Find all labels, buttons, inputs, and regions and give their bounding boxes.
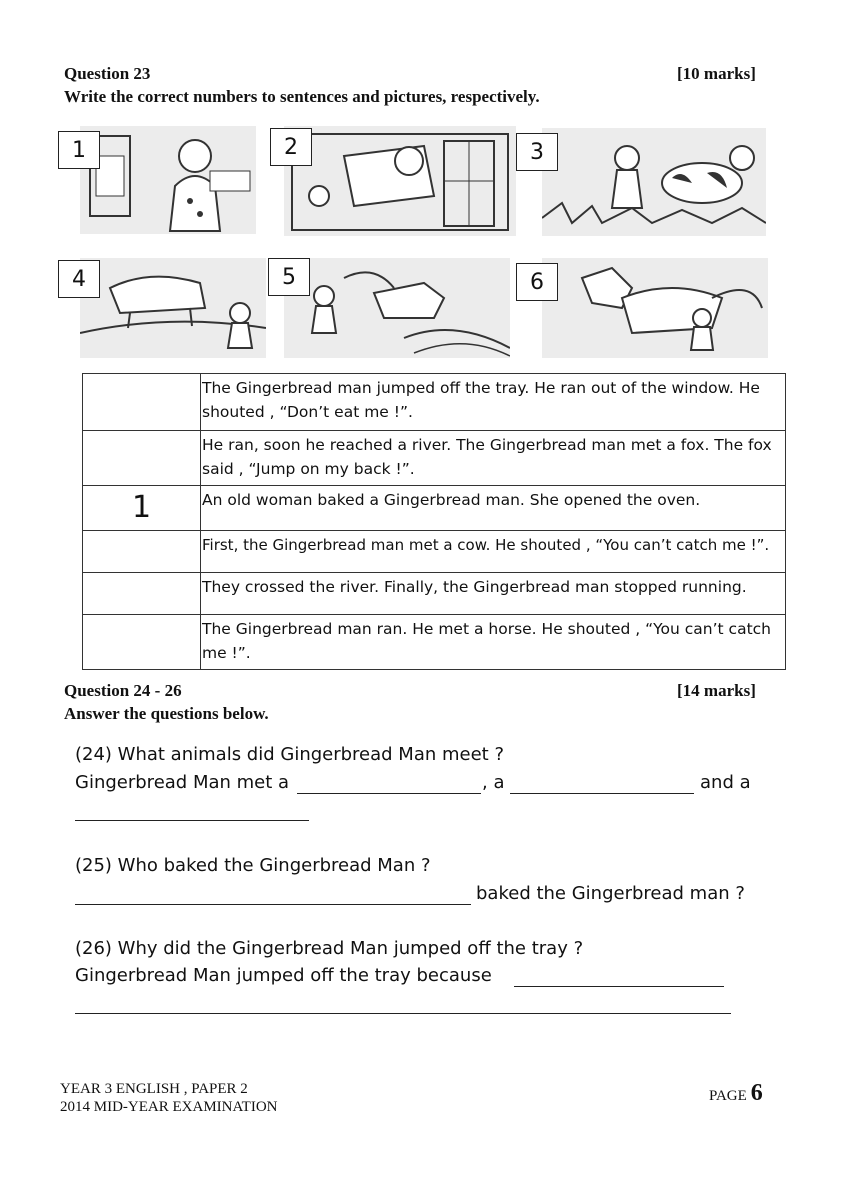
picture-5-number: 5 bbox=[268, 258, 310, 296]
page-label: PAGE bbox=[709, 1088, 747, 1104]
q25-blank[interactable] bbox=[75, 904, 471, 905]
q24-26-title: Question 24 - 26 bbox=[64, 681, 182, 700]
picture-5 bbox=[284, 258, 510, 358]
q24-blank-3[interactable] bbox=[75, 820, 309, 821]
q23-marks: [10 marks] bbox=[677, 64, 756, 83]
q24-separator-1: , a bbox=[482, 772, 505, 793]
q26-question: (26) Why did the Gingerbread Man jumped off the tray ? bbox=[75, 938, 584, 959]
horse-illustration bbox=[80, 258, 266, 358]
sentence-cell: They crossed the river. Finally, the Gingerbread man stopped running. bbox=[201, 573, 786, 615]
cow-illustration bbox=[542, 128, 766, 236]
q24-answer-prefix: Gingerbread Man met a bbox=[75, 772, 290, 793]
sentence-cell: The Gingerbread man ran. He met a horse. He shouted , “You can’t catch me !”. bbox=[201, 615, 786, 670]
sentence-cell: The Gingerbread man jumped off the tray. He ran out of the window. He shouted , “Don’t eat me !”. bbox=[201, 374, 786, 431]
footer-line-1: YEAR 3 ENGLISH , PAPER 2 bbox=[60, 1081, 248, 1097]
picture-1 bbox=[80, 126, 256, 234]
footer-line-2: 2014 MID-YEAR EXAMINATION bbox=[60, 1099, 278, 1115]
answer-cell[interactable] bbox=[83, 531, 201, 573]
sentence-cell: He ran, soon he reached a river. The Gingerbread man met a fox. The fox said , “Jump on my back !”. bbox=[201, 431, 786, 486]
q24-26-instruction: Answer the questions below. bbox=[64, 704, 269, 723]
fox-gingerbread-illustration bbox=[542, 258, 768, 358]
q26-answer-prefix: Gingerbread Man jumped off the tray because bbox=[75, 965, 492, 986]
table-row bbox=[83, 573, 786, 615]
answer-cell[interactable] bbox=[83, 431, 201, 486]
q25-answer-suffix: baked the Gingerbread man ? bbox=[476, 883, 745, 904]
q24-26-marks: [14 marks] bbox=[677, 681, 756, 700]
q23-title: Question 23 bbox=[64, 64, 151, 83]
picture-4 bbox=[80, 258, 266, 358]
picture-6 bbox=[542, 258, 768, 358]
window-escape-illustration bbox=[284, 126, 516, 236]
picture-1-number: 1 bbox=[58, 131, 100, 169]
answer-cell[interactable] bbox=[83, 374, 201, 431]
q23-instruction: Write the correct numbers to sentences and pictures, respectively. bbox=[64, 87, 540, 106]
sequence-table bbox=[82, 373, 786, 670]
table-row bbox=[83, 431, 786, 486]
sentence-cell: An old woman baked a Gingerbread man. She opened the oven. bbox=[201, 486, 786, 531]
q24-blank-2[interactable] bbox=[510, 793, 694, 794]
picture-3-number: 3 bbox=[516, 133, 558, 171]
sentence-cell: First, the Gingerbread man met a cow. He shouted , “You can’t catch me !”. bbox=[201, 531, 786, 573]
fox-river-illustration bbox=[284, 258, 510, 358]
table-row bbox=[83, 531, 786, 573]
answer-cell[interactable] bbox=[83, 573, 201, 615]
answer-cell[interactable] bbox=[83, 615, 201, 670]
picture-2 bbox=[284, 126, 516, 236]
page-number: 6 bbox=[750, 1080, 763, 1106]
picture-3 bbox=[542, 128, 766, 236]
table-row bbox=[83, 615, 786, 670]
table-row bbox=[83, 374, 786, 431]
picture-2-number: 2 bbox=[270, 128, 312, 166]
page-indicator bbox=[709, 1080, 763, 1107]
q26-blank-1[interactable] bbox=[514, 986, 724, 987]
table-row bbox=[83, 486, 786, 531]
answer-cell[interactable]: 1 bbox=[83, 486, 201, 531]
q24-separator-2: and a bbox=[700, 772, 751, 793]
picture-4-number: 4 bbox=[58, 260, 100, 298]
q25-question: (25) Who baked the Gingerbread Man ? bbox=[75, 855, 431, 876]
q24-question: (24) What animals did Gingerbread Man meet ? bbox=[75, 744, 505, 765]
woman-oven-illustration bbox=[80, 126, 256, 234]
picture-6-number: 6 bbox=[516, 263, 558, 301]
q26-blank-2[interactable] bbox=[75, 1013, 731, 1014]
q24-blank-1[interactable] bbox=[297, 793, 481, 794]
